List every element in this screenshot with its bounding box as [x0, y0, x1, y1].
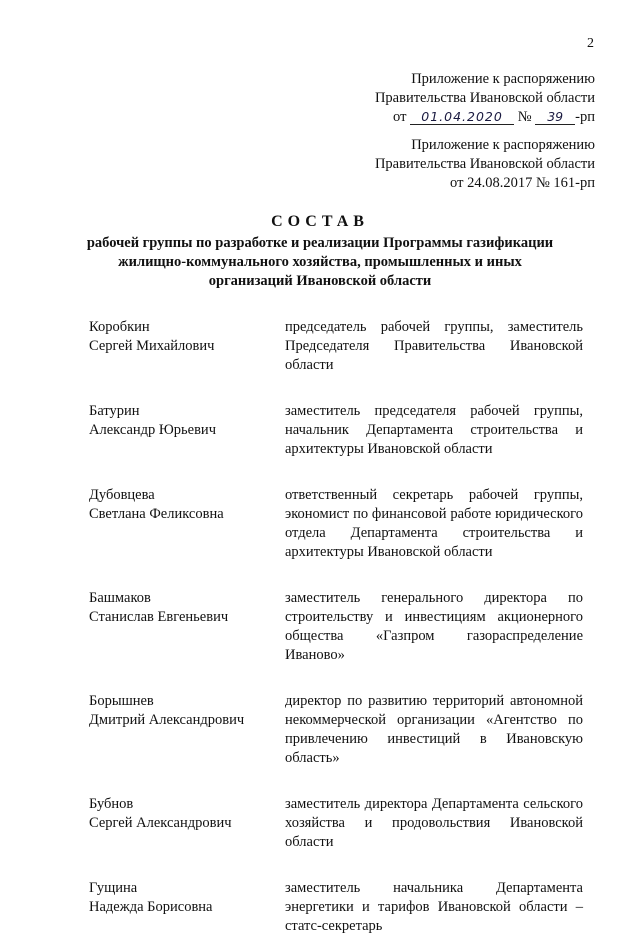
member-row	[89, 402, 595, 459]
appendix-original-line3: от 24.08.2017 № 161-рп	[450, 175, 595, 191]
member-surname: Бубнов	[89, 796, 134, 812]
member-surname: Гущина	[89, 880, 138, 896]
member-surname: Коробкин	[89, 319, 150, 335]
member-role: заместитель директора Департамента сельского хозяйства и продовольствия Ивановской области	[285, 796, 583, 850]
from-label: от	[393, 109, 407, 125]
member-name	[89, 486, 285, 524]
member-role: заместитель председателя рабочей группы, начальник Департамента строительства и архитектуры Ивановской области	[285, 403, 583, 457]
member-row	[89, 318, 595, 375]
appendix-current-line3	[375, 108, 595, 127]
member-given-name: Дмитрий Александрович	[89, 712, 245, 728]
member-surname: Борышнев	[89, 693, 154, 709]
appendix-current	[375, 70, 595, 127]
title-main: СОСТАВ	[271, 213, 369, 230]
member-row	[89, 486, 595, 562]
member-role: директор по развитию территорий автономной некоммерческой организации «Агентство по привлечению инвестиций в Ивановскую область»	[285, 693, 583, 766]
member-role: председатель рабочей группы, заместитель Председателя Правительства Ивановской области	[285, 319, 583, 373]
appendix-original-line2: Правительства Ивановской области	[374, 156, 595, 172]
appendix-current-line1: Приложение к распоряжению	[411, 71, 595, 87]
number-suffix: -рп	[575, 109, 595, 125]
member-role: ответственный секретарь рабочей группы, экономист по финансовой работе юридического отдела Департамента строительства и архитектуры Ивановской области	[285, 487, 583, 560]
member-role: заместитель генерального директора по строительству и инвестициям акционерного общества «Газпром газораспределение Иваново»	[285, 590, 583, 663]
member-surname: Дубовцева	[89, 487, 155, 503]
document-title	[40, 212, 600, 291]
page-number: 2	[587, 36, 594, 51]
member-name	[89, 692, 285, 730]
member-given-name: Сергей Александрович	[89, 815, 232, 831]
appendix-original-line1: Приложение к распоряжению	[411, 137, 595, 153]
member-given-name: Сергей Михайлович	[89, 338, 215, 354]
member-given-name: Надежда Борисовна	[89, 899, 213, 915]
member-name	[89, 879, 285, 917]
handwritten-date: 01.04.2020	[410, 109, 514, 125]
member-role: заместитель начальника Департамента энергетики и тарифов Ивановской области – статс-секретарь	[285, 880, 583, 934]
member-row	[89, 879, 595, 936]
member-name	[89, 318, 285, 356]
member-name	[89, 589, 285, 627]
member-given-name: Станислав Евгеньевич	[89, 609, 229, 625]
member-surname: Башмаков	[89, 590, 151, 606]
appendix-current-line2: Правительства Ивановской области	[374, 90, 595, 106]
number-label: №	[517, 109, 532, 125]
title-line2: жилищно-коммунального хозяйства, промышленных и иных	[118, 254, 522, 270]
handwritten-number: 39	[535, 109, 575, 125]
appendix-original	[375, 136, 595, 193]
member-row	[89, 692, 595, 768]
member-name	[89, 402, 285, 440]
member-given-name: Светлана Феликсовна	[89, 506, 224, 522]
member-surname: Батурин	[89, 403, 140, 419]
member-row	[89, 795, 595, 852]
title-line1: рабочей группы по разработке и реализации Программы газификации	[86, 235, 554, 251]
member-row	[89, 589, 595, 665]
member-given-name: Александр Юрьевич	[89, 422, 216, 438]
member-name	[89, 795, 285, 833]
title-line3: организаций Ивановской области	[208, 273, 432, 289]
members-list	[89, 318, 595, 936]
